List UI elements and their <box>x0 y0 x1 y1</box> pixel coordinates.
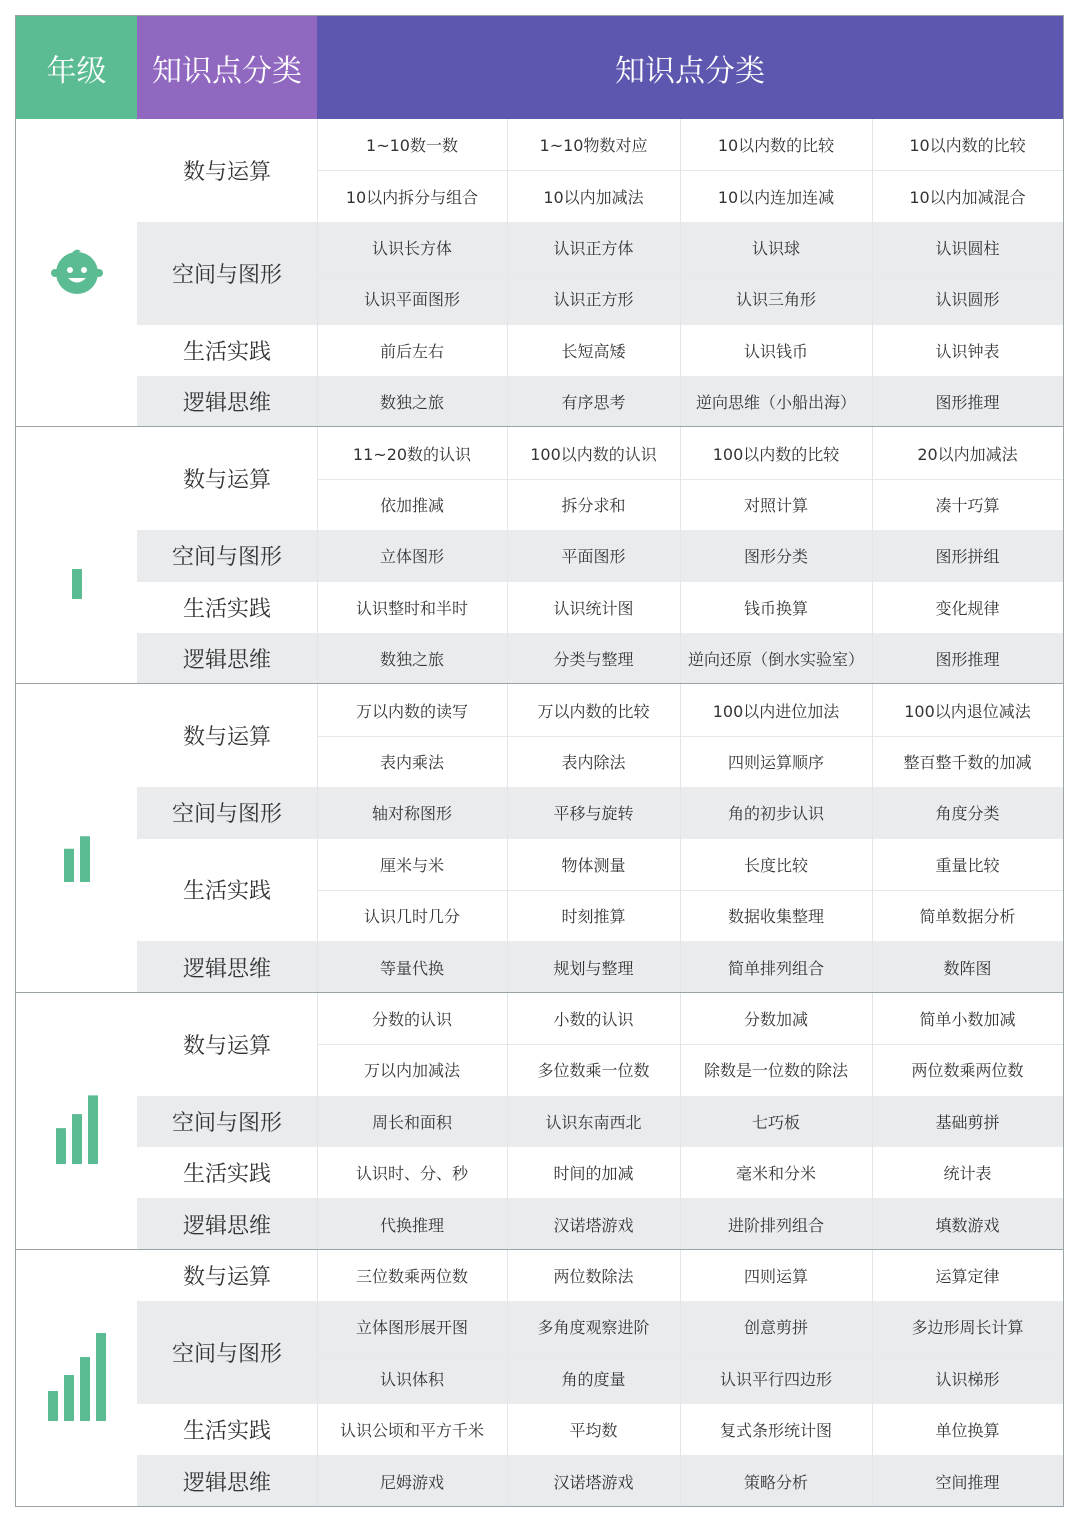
knowledge-point: 角度分类 <box>935 804 1000 824</box>
knowledge-point: 20以内加减法 <box>917 444 1018 464</box>
category-label: 逻辑思维 <box>182 391 271 417</box>
category-label: 逻辑思维 <box>182 648 271 674</box>
knowledge-point: 尼姆游戏 <box>379 1472 444 1492</box>
knowledge-point: 万以内数的比较 <box>537 701 650 721</box>
knowledge-point: 认识长方体 <box>371 238 452 258</box>
header-knowledge-points: 知识点分类 <box>317 16 1063 119</box>
column-divider <box>680 119 681 427</box>
knowledge-point: 厘米与米 <box>379 855 444 875</box>
knowledge-point: 长短高矮 <box>561 341 626 361</box>
knowledge-point: 图形分类 <box>743 547 808 567</box>
column-divider <box>872 119 873 427</box>
knowledge-point: 万以内数的读写 <box>355 701 468 721</box>
knowledge-point: 表内乘法 <box>379 752 444 772</box>
grade-icon-cell <box>16 427 137 684</box>
knowledge-point: 平面图形 <box>561 547 626 567</box>
column-divider <box>507 427 508 684</box>
category-label: 数与运算 <box>182 159 271 185</box>
column-divider <box>317 993 318 1250</box>
knowledge-point: 周长和面积 <box>371 1112 452 1132</box>
category-label: 数与运算 <box>182 1264 271 1290</box>
grade-icon-cell <box>16 1250 137 1507</box>
knowledge-point: 图形推理 <box>935 393 1000 413</box>
knowledge-point: 多边形周长计算 <box>911 1318 1024 1338</box>
category-label: 数与运算 <box>182 1033 271 1059</box>
column-divider <box>317 427 318 684</box>
knowledge-point: 图形推理 <box>935 650 1000 670</box>
knowledge-point: 简单小数加减 <box>919 1009 1016 1029</box>
knowledge-point: 分数的认识 <box>371 1009 452 1029</box>
column-divider <box>872 427 873 684</box>
knowledge-point: 10以内加减法 <box>543 187 644 207</box>
bars-3-icon <box>56 1074 98 1168</box>
knowledge-point: 两位数除法 <box>553 1266 634 1286</box>
knowledge-point: 时间的加减 <box>553 1164 634 1184</box>
baby-face-icon <box>49 246 105 300</box>
knowledge-point: 认识球 <box>751 238 800 258</box>
category-label: 空间与图形 <box>171 545 282 571</box>
knowledge-point: 分类与整理 <box>553 650 634 670</box>
knowledge-point: 长度比较 <box>743 855 808 875</box>
knowledge-point: 万以内加减法 <box>363 1061 460 1081</box>
knowledge-point: 认识公顷和平方千米 <box>339 1421 484 1441</box>
knowledge-point: 小数的认识 <box>553 1009 634 1029</box>
column-divider <box>872 684 873 992</box>
knowledge-point: 认识梯形 <box>935 1369 1000 1389</box>
knowledge-point: 认识体积 <box>379 1369 444 1389</box>
knowledge-point: 认识三角形 <box>735 290 816 310</box>
knowledge-point: 10以内加减混合 <box>909 187 1026 207</box>
knowledge-point: 逆向还原（倒水实验室） <box>687 650 864 670</box>
knowledge-point: 1~10物数对应 <box>539 136 648 156</box>
knowledge-point: 简单排列组合 <box>727 958 824 978</box>
knowledge-point: 凑十巧算 <box>935 495 1000 515</box>
knowledge-point: 四则运算顺序 <box>727 752 824 772</box>
knowledge-point: 认识几时几分 <box>363 907 460 927</box>
category-label: 空间与图形 <box>171 1342 282 1368</box>
knowledge-point: 平移与旋转 <box>553 804 634 824</box>
knowledge-point: 整百整千数的加减 <box>903 752 1032 772</box>
knowledge-point: 图形拼组 <box>935 547 1000 567</box>
category-label: 数与运算 <box>182 725 271 751</box>
category-label: 空间与图形 <box>171 262 282 288</box>
knowledge-point: 逆向思维（小船出海） <box>695 393 856 413</box>
knowledge-point: 进阶排列组合 <box>727 1215 824 1235</box>
knowledge-point: 认识正方形 <box>553 290 634 310</box>
knowledge-point: 单位换算 <box>935 1421 1000 1441</box>
knowledge-point: 数据收集整理 <box>727 907 824 927</box>
column-divider <box>317 684 318 992</box>
knowledge-point: 钱币换算 <box>743 598 808 618</box>
curriculum-table <box>15 15 1064 1507</box>
column-divider <box>680 993 681 1250</box>
grade-icon-cell <box>16 684 137 992</box>
bars-4-icon <box>48 1331 106 1425</box>
knowledge-point: 毫米和分米 <box>735 1164 816 1184</box>
header-category: 知识点分类 <box>137 16 317 119</box>
knowledge-point: 认识正方体 <box>553 238 634 258</box>
column-divider <box>872 1250 873 1507</box>
knowledge-point: 简单数据分析 <box>919 907 1016 927</box>
knowledge-point: 规划与整理 <box>553 958 634 978</box>
bars-1-icon <box>72 509 82 603</box>
knowledge-point: 创意剪拼 <box>743 1318 808 1338</box>
knowledge-point: 有序思考 <box>561 393 626 413</box>
knowledge-point: 表内除法 <box>561 752 626 772</box>
column-divider <box>507 1250 508 1507</box>
knowledge-point: 认识东南西北 <box>545 1112 642 1132</box>
knowledge-point: 基础剪拼 <box>935 1112 1000 1132</box>
category-label: 空间与图形 <box>171 1110 282 1136</box>
category-label: 生活实践 <box>182 596 271 622</box>
category-label: 空间与图形 <box>171 802 282 828</box>
knowledge-point: 认识时、分、秒 <box>355 1164 468 1184</box>
knowledge-point: 10以内连加连减 <box>717 187 835 207</box>
knowledge-point: 10以内数的比较 <box>909 136 1026 156</box>
column-divider <box>680 427 681 684</box>
column-divider <box>872 993 873 1250</box>
knowledge-point: 100以内数的比较 <box>712 444 840 464</box>
knowledge-point: 两位数乘两位数 <box>911 1061 1024 1081</box>
knowledge-point: 空间推理 <box>935 1472 1000 1492</box>
category-label: 生活实践 <box>182 339 271 365</box>
knowledge-point: 前后左右 <box>379 341 444 361</box>
knowledge-point: 重量比较 <box>935 855 1000 875</box>
grade-icon-cell <box>16 993 137 1250</box>
category-label: 逻辑思维 <box>182 1213 271 1239</box>
category-label: 逻辑思维 <box>182 1470 271 1496</box>
knowledge-point: 100以内进位加法 <box>712 701 840 721</box>
knowledge-point: 10以内数的比较 <box>717 136 835 156</box>
knowledge-point: 角的度量 <box>561 1369 626 1389</box>
knowledge-point: 等量代换 <box>379 958 444 978</box>
knowledge-point: 汉诺塔游戏 <box>553 1215 634 1235</box>
knowledge-point: 代换推理 <box>379 1215 444 1235</box>
knowledge-point: 1~10数一数 <box>366 136 458 156</box>
knowledge-point: 立体图形展开图 <box>355 1318 468 1338</box>
knowledge-point: 分数加减 <box>743 1009 808 1029</box>
knowledge-point: 时刻推算 <box>561 907 626 927</box>
column-divider <box>680 684 681 992</box>
knowledge-point: 依加推减 <box>379 495 444 515</box>
knowledge-point: 数独之旅 <box>379 650 444 670</box>
knowledge-point: 平均数 <box>569 1421 618 1441</box>
knowledge-point: 除数是一位数的除法 <box>703 1061 848 1081</box>
knowledge-point: 10以内拆分与组合 <box>345 187 479 207</box>
knowledge-point: 物体测量 <box>561 855 626 875</box>
category-label: 逻辑思维 <box>182 956 271 982</box>
knowledge-point: 角的初步认识 <box>727 804 824 824</box>
knowledge-point: 认识整时和半时 <box>355 598 468 618</box>
column-divider <box>507 993 508 1250</box>
knowledge-point: 复式条形统计图 <box>719 1421 832 1441</box>
knowledge-point: 认识平面图形 <box>363 290 460 310</box>
knowledge-point: 汉诺塔游戏 <box>553 1472 634 1492</box>
knowledge-point: 多角度观察进阶 <box>537 1318 650 1338</box>
knowledge-point: 对照计算 <box>743 495 808 515</box>
knowledge-point: 运算定律 <box>935 1266 1000 1286</box>
knowledge-point: 数独之旅 <box>379 393 444 413</box>
header-grade: 年级 <box>16 16 137 119</box>
knowledge-point: 100以内数的认识 <box>530 444 657 464</box>
category-label: 生活实践 <box>182 1162 271 1188</box>
knowledge-point: 100以内退位减法 <box>904 701 1031 721</box>
column-divider <box>317 1250 318 1507</box>
column-divider <box>507 119 508 427</box>
knowledge-point: 统计表 <box>943 1164 992 1184</box>
knowledge-point: 策略分析 <box>743 1472 808 1492</box>
knowledge-point: 数阵图 <box>943 958 992 978</box>
knowledge-point: 11~20数的认识 <box>352 444 472 464</box>
knowledge-point: 认识钱币 <box>743 341 808 361</box>
knowledge-point: 七巧板 <box>751 1112 800 1132</box>
grade-icon-cell <box>16 119 137 427</box>
knowledge-point: 四则运算 <box>743 1266 808 1286</box>
knowledge-point: 认识圆形 <box>935 290 1000 310</box>
knowledge-point: 认识平行四边形 <box>719 1369 832 1389</box>
knowledge-point: 填数游戏 <box>935 1215 1000 1235</box>
knowledge-point: 三位数乘两位数 <box>355 1266 468 1286</box>
knowledge-point: 多位数乘一位数 <box>537 1061 650 1081</box>
category-label: 生活实践 <box>182 879 271 905</box>
knowledge-point: 立体图形 <box>379 547 444 567</box>
bars-2-icon <box>64 792 90 886</box>
column-divider <box>507 684 508 992</box>
column-divider <box>680 1250 681 1507</box>
knowledge-point: 轴对称图形 <box>371 804 452 824</box>
category-label: 数与运算 <box>182 468 271 494</box>
knowledge-point: 认识圆柱 <box>935 238 1000 258</box>
knowledge-point: 认识统计图 <box>553 598 634 618</box>
knowledge-point: 拆分求和 <box>561 495 626 515</box>
column-divider <box>317 119 318 427</box>
category-label: 生活实践 <box>182 1419 271 1445</box>
knowledge-point: 认识钟表 <box>935 341 1000 361</box>
knowledge-point: 变化规律 <box>935 598 1000 618</box>
